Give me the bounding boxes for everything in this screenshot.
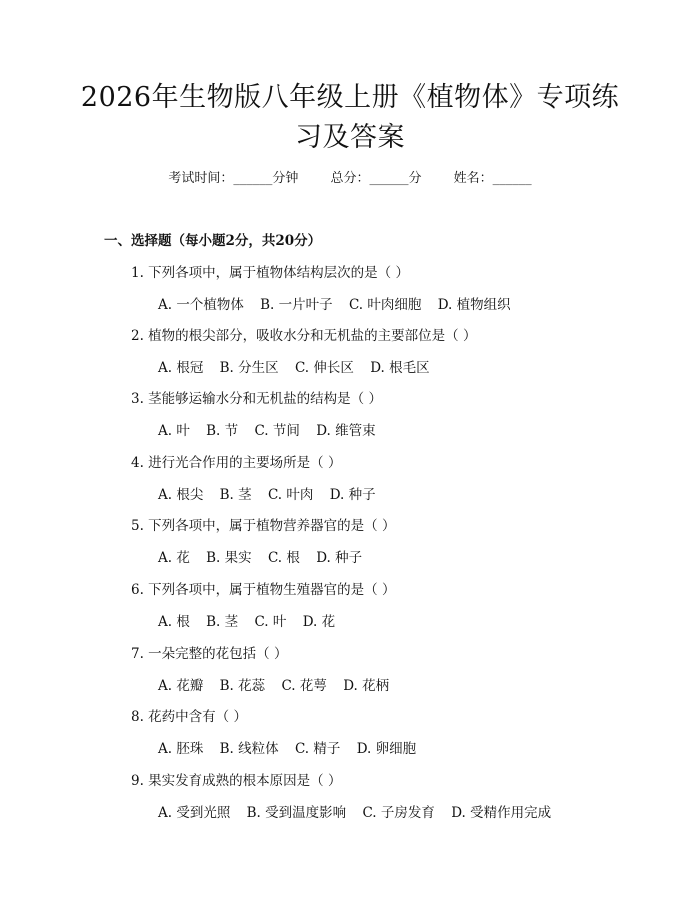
option-c: C. 花萼: [281, 678, 327, 694]
question-2: 2. 植物的根尖部分，吸收水分和无机盐的主要部位是（ ）: [131, 328, 477, 344]
option-d: D. 植物组织: [437, 297, 511, 313]
option-a: A. 胚珠: [158, 741, 204, 757]
option-b: B. 果实: [206, 550, 252, 566]
option-c: C. 伸长区: [294, 360, 354, 376]
page-title: [70, 78, 630, 158]
question-4: 4. 进行光合作用的主要场所是（ ）: [131, 455, 342, 471]
option-c: C. 子房发育: [362, 805, 435, 821]
option-b: B. 受到温度影响: [246, 805, 347, 821]
option-b: B. 节: [206, 423, 239, 439]
question-6-options: [158, 610, 347, 630]
option-c: C. 精子: [294, 741, 341, 757]
option-a: A. 根冠: [158, 360, 204, 376]
question-1-options: [158, 293, 523, 313]
option-c: C. 叶: [254, 614, 287, 630]
question-9: 9. 果实发育成熟的根本原因是（ ）: [131, 773, 342, 789]
option-a: A. 受到光照: [158, 805, 231, 821]
question-8: 8. 花药中含有（ ）: [131, 709, 247, 725]
question-3-options: [158, 419, 388, 439]
title-line-2: 习及答案: [295, 122, 405, 153]
option-d: D. 花柄: [343, 678, 390, 694]
option-a: A. 一个植物体: [158, 297, 244, 313]
option-c: C. 叶肉细胞: [348, 297, 422, 313]
question-7-options: [158, 674, 401, 694]
option-a: A. 根尖: [158, 487, 204, 503]
exam-meta: [0, 167, 700, 186]
question-8-options: [158, 737, 428, 757]
question-4-options: [158, 483, 388, 503]
option-d: D. 根毛区: [370, 360, 430, 376]
question-6: 6. 下列各项中，属于植物生殖器官的是（ ）: [131, 582, 396, 598]
option-a: A. 叶: [158, 423, 190, 439]
option-c: C. 根: [267, 550, 300, 566]
option-d: D. 花: [302, 614, 336, 630]
option-b: B. 线粒体: [219, 741, 279, 757]
exam-time: 考试时间：______分钟: [168, 171, 299, 186]
option-a: A. 花瓣: [158, 678, 204, 694]
question-9-options: [158, 801, 563, 821]
option-a: A. 根: [158, 614, 190, 630]
student-name: 姓名：______: [453, 171, 532, 186]
option-b: B. 分生区: [219, 360, 279, 376]
total-score: 总分：______分: [330, 171, 422, 186]
option-d: D. 维管束: [316, 423, 376, 439]
question-5-options: [158, 546, 374, 566]
question-3: 3. 茎能够运输水分和无机盐的结构是（ ）: [131, 391, 382, 407]
option-d: D. 种子: [316, 550, 363, 566]
option-d: D. 卵细胞: [356, 741, 417, 757]
option-d: D. 种子: [329, 487, 376, 503]
question-5: 5. 下列各项中，属于植物营养器官的是（ ）: [131, 518, 396, 534]
option-c: C. 节间: [254, 423, 300, 439]
option-b: B. 一片叶子: [260, 297, 333, 313]
title-line-1: 2026年生物版八年级上册《植物体》专项练: [80, 82, 620, 113]
option-b: B. 茎: [206, 614, 239, 630]
option-b: B. 花蕊: [219, 678, 266, 694]
option-c: C. 叶肉: [267, 487, 314, 503]
section-title: 一、选择题（每小题2分，共20分）: [104, 233, 322, 249]
option-a: A. 花: [158, 550, 190, 566]
option-b: B. 茎: [219, 487, 252, 503]
question-2-options: [158, 356, 442, 376]
option-d: D. 受精作用完成: [451, 805, 552, 821]
question-1: 1. 下列各项中，属于植物体结构层次的是（ ）: [131, 265, 409, 281]
question-7: 7. 一朵完整的花包括（ ）: [131, 646, 288, 662]
